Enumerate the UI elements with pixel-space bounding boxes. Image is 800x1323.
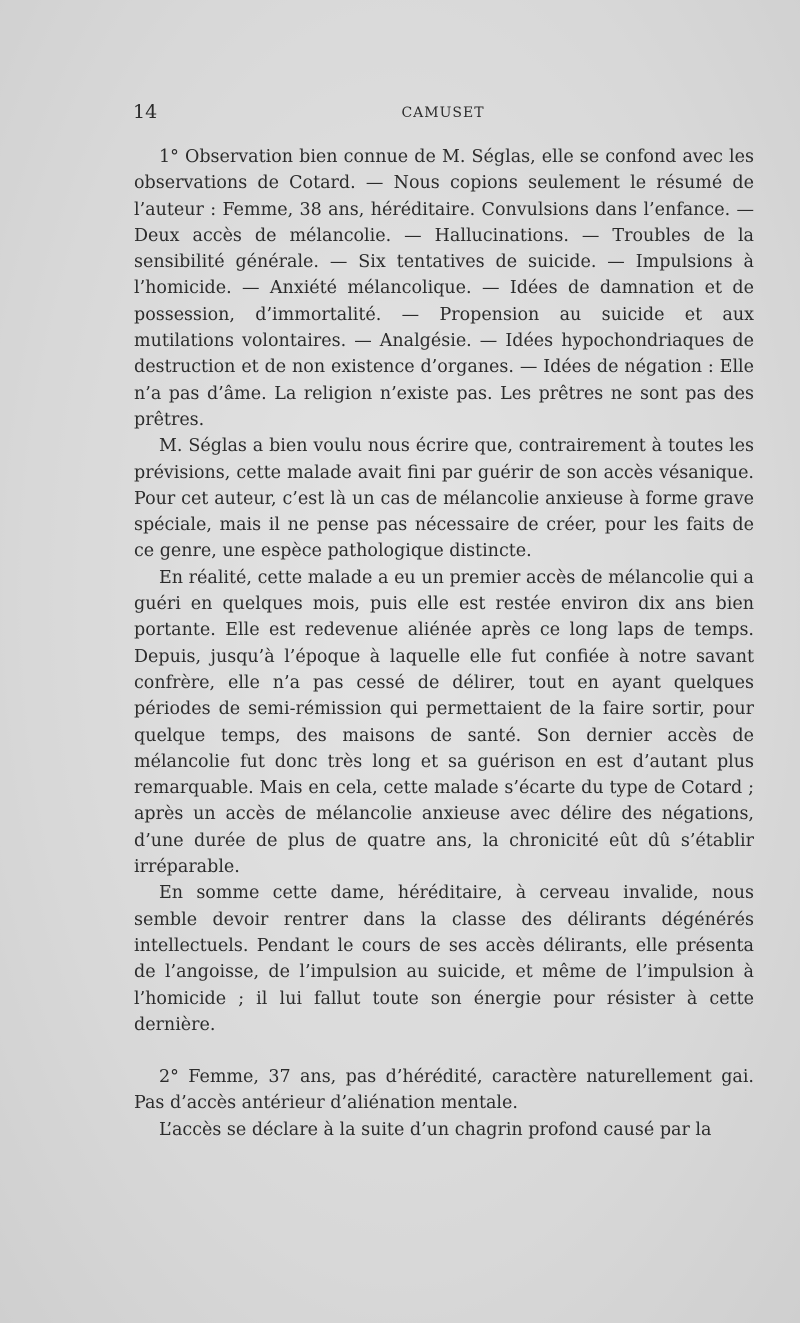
paragraph-en-somme: En somme cette dame, héréditaire, à cerveau invalide, nous semble devoir rentrer dans la classe des délirants dégénérés intellectuels. Pendant le cours de ses accès délirants, elle présenta de l’angoisse, de l’impulsion au suicide, et même de l’impulsion à l’homicide ; il lui fallut toute son énergie pour résister à cette dernière. — [134, 883, 754, 1035]
running-title: CAMUSET — [401, 105, 485, 121]
paragraph-observation-2: 2° Femme, 37 ans, pas d’hérédité, caractère naturellement gai. Pas d’accès antérieur d’aliénation mentale. — [134, 1067, 754, 1114]
paragraph-en-realite: En réalité, cette malade a eu un premier accès de mélancolie qui a guéri en quelques mois, puis elle est restée environ dix ans bien portante. Elle est redevenue aliénée après ce long laps de temps. Depuis, jusqu’à l’époque à laquelle elle fut confiée à notre savant confrère, elle n’a pas cessé de délirer, tout en ayant quelques périodes de semi-rémission qui permettaient de la faire sortir, pour quelque temps, des maisons de santé. Son dernier accès de mélancolie fut donc très long et sa guérison en est d’autant plus remarquable. Mais en cela, cette malade s’écarte du type de Cotard ; après un accès de mélancolie anxieuse avec délire des négations, d’une durée de plus de quatre ans, la chronicité eût dû s’établir irréparable. — [134, 567, 754, 878]
paragraph-observation-1: 1° Observation bien connue de M. Séglas, elle se confond avec les observations de Cotard. — Nous copions seulement le résumé de l’auteur : Femme, 38 ans, héréditaire. Convulsions dans l’enfance. — Deux accès de mélancolie. — Hallucinations. — Troubles de la sensibilité générale. — Six tentatives de suicide. — Impulsions à l’homicide. — Anxiété mélancolique. — Idées de damnation et de possession, d’immortalité. — Propension au suicide et aux mutilations volontaires. — Analgésie. — Idées hypochondriaques de destruction et de non existence d’organes. — Idées de négation : Elle n’a pas d’âme. La religion n’existe pas. Les prêtres ne sont pas des prêtres. — [134, 147, 754, 430]
paragraph-seglas-note: M. Séglas a bien voulu nous écrire que, contrairement à toutes les prévisions, cette malade avait fini par guérir de son accès vésanique. Pour cet auteur, c’est là un cas de mélancolie anxieuse à forme grave spéciale, mais il ne pense pas nécessaire de créer, pour les faits de ce genre, une espèce pathologique distincte. — [134, 436, 754, 562]
paragraph-acces: L’accès se déclare à la suite d’un chagrin profond causé par la — [159, 1119, 712, 1140]
page-number: 14 — [133, 101, 158, 123]
running-head — [133, 101, 753, 129]
body-text — [134, 144, 754, 1143]
